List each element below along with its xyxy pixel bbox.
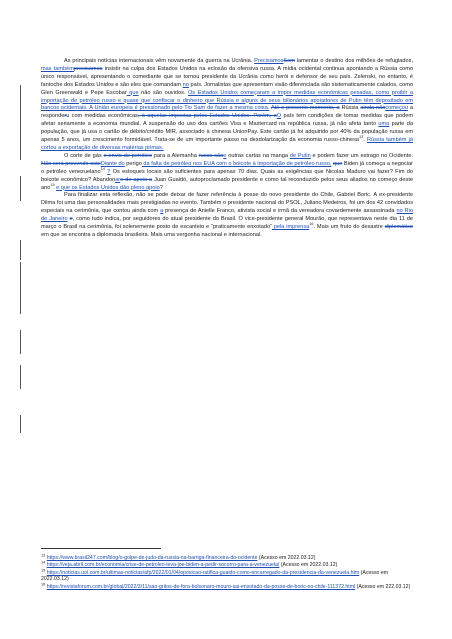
footnote-access: (Acesso em 2022.03.12) xyxy=(279,562,338,569)
footnote xyxy=(41,555,413,561)
footnote-reference[interactable]: 14 xyxy=(100,166,105,171)
paragraph xyxy=(41,192,413,239)
footnote-separator xyxy=(41,548,161,549)
inserted-text: ? xyxy=(107,168,111,175)
text-run: O corte de gás xyxy=(64,152,104,159)
deleted-text: e envio de petróleo xyxy=(103,152,153,159)
change-bar xyxy=(20,240,21,260)
footnote-link[interactable]: https://www.brasil247.com/blog/o-golpe-de-judo-da-russia-na-barriga-financeira-do-ocidente xyxy=(46,555,258,561)
inserted-text: Precisamos xyxy=(254,58,284,64)
footnotes xyxy=(41,548,413,591)
text-run: perigo xyxy=(124,160,142,167)
inserted-text: que xyxy=(126,89,139,96)
inserted-text: uma xyxy=(378,121,390,128)
text-run: u com medidas econômicas xyxy=(66,113,138,120)
inserted-text: no xyxy=(182,81,189,88)
text-run: e podem fazer um estrago no Ocidente. xyxy=(310,152,413,159)
footnote-reference[interactable]: 16 xyxy=(309,222,314,227)
text-run: não são ouvidos. xyxy=(138,89,188,96)
text-run: Para finalizar esta reflexão, não se pode deixar de fazer referência à posse do novo presidente do Chile, Gabriel Boric. A ex-presidente Dilma foi uma das personalidades mais prestigiadas no evento. Também o presidente nacional do PSOL, Juliano Medeiros, foi um dos 42 convidados especiais na cerimônia, que contou ainda com xyxy=(41,192,413,215)
text-run: As principais notícias internacionais vêm novamente da guerra na Ucrânia. xyxy=(64,58,255,64)
deleted-text: precisamos xyxy=(73,65,103,72)
footnote-access: (Acesso em 2022.03.12) xyxy=(257,555,316,561)
deleted-text: Sem xyxy=(283,58,295,64)
change-bar xyxy=(20,330,21,354)
deleted-text: r xyxy=(64,113,67,120)
footnote-number: 16 xyxy=(41,581,46,586)
text-run: insistir na culpa dos Estados Unidos na eclosão da ofensiva russa. A mídia ocidental continua apontando a Rússia como único responsável, apresentando o comediante que se tornou presidente da Ucrânia como herói e defensor de seu país. Zelenski, no entanto, é fantoche dos Estados Unidos e são eles que comandam xyxy=(41,65,414,88)
inserted-text: O xyxy=(276,113,282,120)
body-text xyxy=(41,58,413,240)
footnote-number: 14 xyxy=(41,560,46,565)
paragraph xyxy=(41,153,413,193)
footnote-link[interactable]: https://veja.abril.com.br/economia/crise-de-petroleo-leva-joe-biden-a-pedir-socorro-para-a-venezuela/ xyxy=(46,562,280,569)
inserted-text: Os Estados Unidos começaram a impor medidas econômicas pesadas, como proibir a importação de petróleo russo e quase que confiscar o dinheiro que Rússia e alguns de seus bilionários apoiadores de Putin têm depositado em bancos ocidentais. A União europeia é pressionado pelo Tio Sam de fazer a mesma coisa. xyxy=(41,89,414,112)
text-run: a responde xyxy=(41,105,413,120)
paragraph xyxy=(41,58,413,153)
inserted-text: pela imprensa xyxy=(271,224,310,231)
deleted-text: russo são xyxy=(198,152,224,159)
footnote-number: 15 xyxy=(41,568,46,573)
text-run: país. Jornalistas que apresentam visão diferenciada são sistematicamente calados, como Glen Greenwald e Pepe Escobar xyxy=(41,81,413,96)
deleted-text: Até o presente momento, a xyxy=(270,105,340,112)
inserted-text: ar xyxy=(115,176,121,183)
text-run: parte da população, que já usa o cartão de débito/crédito MIR, associado à chinesa UnionPay. Este cartão já foi adquirido por 40% da população russa em apenas 5 anos, um crescimento formidável. Trata-se de um importante passo na desdolarização da economia russo-chinesa xyxy=(41,121,413,144)
change-bar xyxy=(20,415,21,433)
footnote xyxy=(41,570,413,583)
text-run: presença de Anielle Franco, ativista social e irmã da vereadora covardemente assassinada xyxy=(163,208,397,215)
deleted-text: diplomático xyxy=(384,224,413,231)
text-run: país tem condições de tomar medidas que podem afetar seriamente a economia mundial. A suspensão do uso dos cartões Visa e Mastercard na república russa, já não afeta tanto xyxy=(41,113,413,128)
text-run: , como tudo indica, por seguidores do atual presidente do Brasil. O vice-presidente general Mourão, que representava neste dia 11 de março o Brasil na cerimônia, foi solenemente posto de escanteio e “praticamente enxotado” xyxy=(41,216,414,231)
inserted-text: de Putin xyxy=(289,152,311,159)
change-bar xyxy=(20,85,21,160)
footnote-reference[interactable]: 15 xyxy=(50,182,55,187)
footnote-reference[interactable]: 13 xyxy=(359,135,364,140)
deleted-text: ainda não xyxy=(360,105,386,112)
text-run: Biden já começa a negociar o petróleo venezuelano xyxy=(41,160,413,175)
text-run: lamentar o destino dos milhões de refugiados, xyxy=(294,58,413,64)
footnote-access: (Acesso em 2022.03.12) xyxy=(41,569,389,583)
text-run: Rússia xyxy=(339,105,361,112)
text-run: . Mais um fruto do desastre xyxy=(313,224,385,231)
footnote xyxy=(41,562,413,568)
text-run: outras cartas na manga xyxy=(226,152,290,159)
footnote-access: (Acesso em 222.03.12) xyxy=(355,583,411,590)
change-bar xyxy=(20,176,21,201)
text-run: . xyxy=(363,137,367,144)
text-run: em que se encontra a diplomacia brasileira. Mais uma vergonha nacional e internacional. xyxy=(41,231,262,238)
inserted-text: a xyxy=(160,208,164,215)
inserted-text: no Rio de Janeiro xyxy=(41,208,413,223)
deleted-text: Não será prevendo este xyxy=(41,160,101,167)
footnote-link[interactable]: https://revistaforum.com.br/global/2022/3/11/sao-gritos-de-fora-bolsonaro-mouro-sai-enxotado-da-posse-de-boric-no-chile-111372.html xyxy=(46,583,356,590)
footnote-number: 13 xyxy=(41,553,46,558)
deleted-text: e xyxy=(69,216,73,223)
inserted-text: e que os Estados Unidos dão pleno apoio xyxy=(56,184,160,191)
inserted-text: Rússia também já cortou a exportação de diversas matérias primas. xyxy=(41,137,413,151)
deleted-text: o de apoio a xyxy=(120,176,153,183)
text-run: Juan Guaidó, autoproclamado presidente e como tal reconduzido pelos seus aliados no começo deste ano xyxy=(41,176,413,191)
inserted-text: da falta de petróleo nos EUA com o boicote à importação de petróleo russo, xyxy=(141,160,332,167)
change-bar xyxy=(20,262,21,314)
footnote xyxy=(41,581,413,590)
change-bar xyxy=(20,365,21,389)
text-run: ? xyxy=(159,184,163,191)
deleted-text: , à aquelas impostas pelos Estados Unidos. Porém, o xyxy=(137,113,277,120)
inserted-text: começou xyxy=(385,105,409,112)
inserted-text: Diante do xyxy=(100,160,125,167)
deleted-text: que xyxy=(332,160,343,167)
text-run: para a Alemanha xyxy=(152,152,199,159)
inserted-text: mas também xyxy=(41,65,74,72)
footnote-link[interactable]: https://noticias.uol.com.br/ultimas-noticias/afp/2022/01/04/oposicao-ratifica-guaido-como-encarregado-da-presidencia-da-venezuela.htm xyxy=(46,569,360,576)
inserted-text: e xyxy=(223,152,227,159)
text-run: Os estoques locais são suficientes para apenas 70 dias. Quais as exigências que Nicolas Maduro vai fazer? Fim do boicote econômico? Abandon xyxy=(41,168,413,183)
